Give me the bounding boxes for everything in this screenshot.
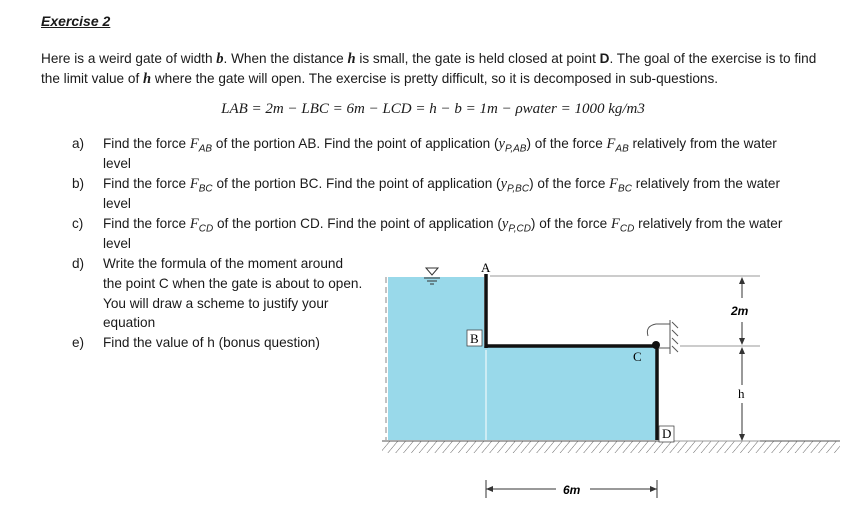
dim-h-label: h <box>738 386 745 401</box>
exercise-title: Exercise 2 <box>41 13 111 29</box>
water-body <box>388 277 657 440</box>
point-B-label: B <box>470 331 479 346</box>
dim-6m-label: 6m <box>563 483 581 497</box>
point-A-label: A <box>481 260 491 275</box>
hinge-point-C <box>652 341 660 349</box>
point-C-label: C <box>633 349 642 364</box>
dim-2m-label: 2m <box>731 304 749 318</box>
intro-paragraph: Here is a weird gate of width b. When the distance h is small, the gate is held closed at point D. The goal of the exercise is to find the limit value of h where the gate will open. The exercise is pretty difficult, so it is decomposed in sub-questions. <box>41 51 817 87</box>
given-equation: LAB = 2m − LBC = 6m − LCD = h − b = 1m − ρwater = 1000 kg/m3 <box>221 101 645 117</box>
ground-hatch <box>382 441 840 453</box>
point-D-label: D <box>662 426 672 441</box>
